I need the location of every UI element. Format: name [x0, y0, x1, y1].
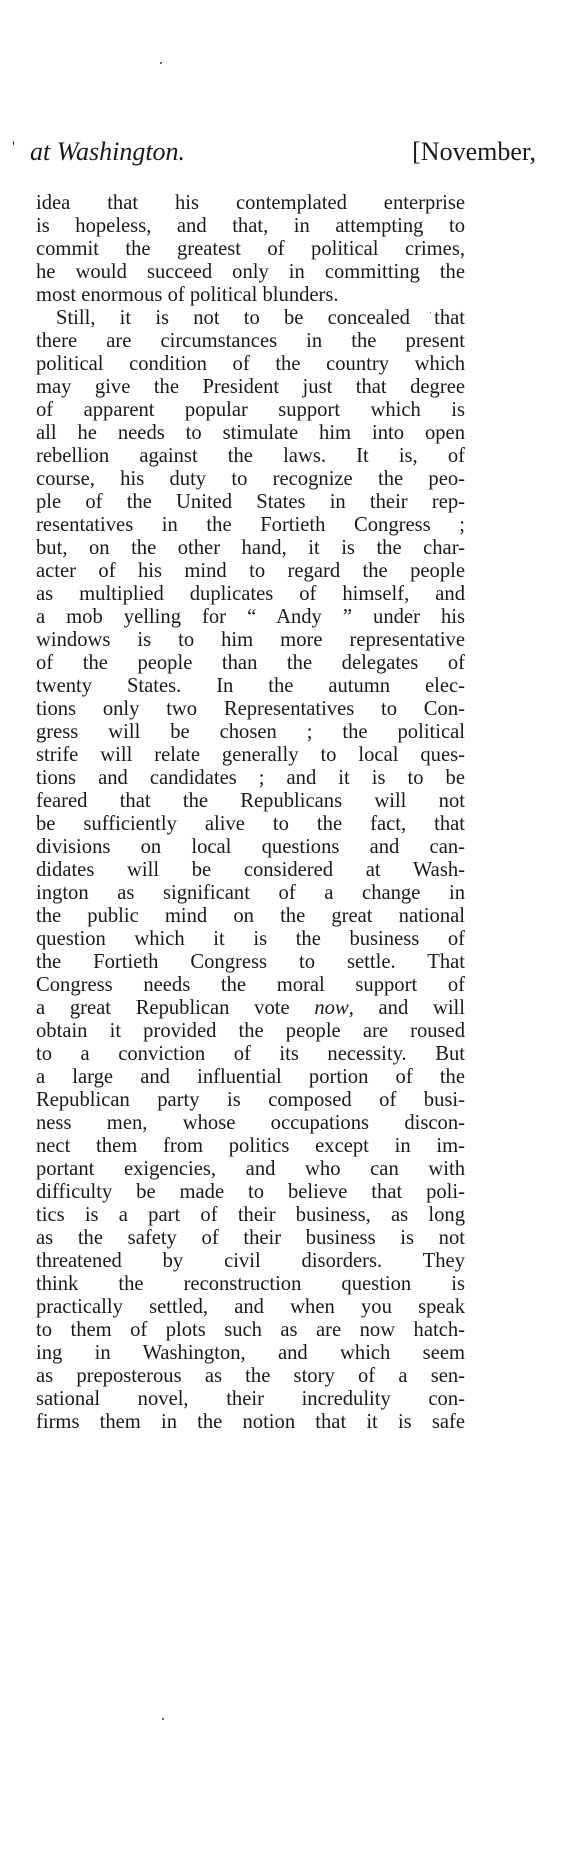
text-line: difficulty be made to believe that poli-	[36, 1181, 465, 1203]
text-line: nect them from politics except in im-	[36, 1135, 465, 1157]
text-line: he would succeed only in committing the	[36, 261, 465, 283]
text-line: may give the President just that degree	[36, 376, 465, 398]
text-line: tions and candidates ; and it is to be	[36, 767, 465, 789]
text-line: a mob yelling for “ Andy ” under his	[36, 606, 465, 628]
text-line: but, on the other hand, it is the char-	[36, 537, 465, 559]
ink-speck-top	[160, 62, 162, 64]
margin-tick: '	[12, 139, 15, 156]
text-line: Congress needs the moral support of	[36, 974, 465, 996]
text-line: as the safety of their business is not	[36, 1227, 465, 1249]
text-line: acter of his mind to regard the people	[36, 560, 465, 582]
text-line: practically settled, and when you speak	[36, 1296, 465, 1318]
text-line: portant exigencies, and who can with	[36, 1158, 465, 1180]
text-line: gress will be chosen ; the political	[36, 721, 465, 743]
text-line: ington as significant of a change in	[36, 882, 465, 904]
text-line: is hopeless, and that, in attempting to	[36, 215, 465, 237]
text-line: a great Republican vote now, and will	[36, 997, 465, 1019]
text-line: divisions on local questions and can-	[36, 836, 465, 858]
text-line: didates will be considered at Wash-	[36, 859, 465, 881]
text-line: to a conviction of its necessity. But	[36, 1043, 465, 1065]
text-line: Still, it is not to be concealed that	[56, 307, 465, 329]
text-line: of the people than the delegates of	[36, 652, 465, 674]
text-line: ing in Washington, and which seem	[36, 1342, 465, 1364]
text-line: Republican party is composed of busi-	[36, 1089, 465, 1111]
text-line: all he needs to stimulate him into open	[36, 422, 465, 444]
text-line: course, his duty to recognize the peo-	[36, 468, 465, 490]
text-line: of apparent popular support which is	[36, 399, 465, 421]
text-line: tics is a part of their business, as long	[36, 1204, 465, 1226]
text-line: as multiplied duplicates of himself, and	[36, 583, 465, 605]
text-line: be sufficiently alive to the fact, that	[36, 813, 465, 835]
article-body	[36, 192, 465, 1434]
text-line: the public mind on the great national	[36, 905, 465, 927]
text-line: the Fortieth Congress to settle. That	[36, 951, 465, 973]
text-line: strife will relate generally to local ques-	[36, 744, 465, 766]
text-line: idea that his contemplated enterprise	[36, 192, 465, 214]
ink-speck-bottom	[162, 1718, 164, 1720]
text-line: tions only two Representatives to Con-	[36, 698, 465, 720]
text-line: ness men, whose occupations discon-	[36, 1112, 465, 1134]
text-line: twenty States. In the autumn elec-	[36, 675, 465, 697]
text-line: a large and influential portion of the	[36, 1066, 465, 1088]
text-line: commit the greatest of political crimes,	[36, 238, 465, 260]
running-title: at Washington.	[30, 137, 186, 166]
text-line: think the reconstruction question is	[36, 1273, 465, 1295]
text-line: firms them in the notion that it is safe	[36, 1411, 465, 1433]
text-line: political condition of the country which	[36, 353, 465, 375]
text-line: obtain it provided the people are roused	[36, 1020, 465, 1042]
text-line: sational novel, their incredulity con-	[36, 1388, 465, 1410]
text-line: rebellion against the laws. It is, of	[36, 445, 465, 467]
text-line: threatened by civil disorders. They	[36, 1250, 465, 1272]
text-line: there are circumstances in the present	[36, 330, 465, 352]
emphasized-word: now	[314, 997, 349, 1019]
text-line: resentatives in the Fortieth Congress ;	[36, 514, 465, 536]
text-line: ple of the United States in their rep-	[36, 491, 465, 513]
text-line: to them of plots such as are now hatch-	[36, 1319, 465, 1341]
running-header	[12, 137, 542, 177]
text-line: windows is to him more representative	[36, 629, 465, 651]
text-line: most enormous of political blunders.	[36, 284, 339, 306]
header-date: [November,	[412, 137, 536, 166]
text-line: feared that the Republicans will not	[36, 790, 465, 812]
text-line: as preposterous as the story of a sen-	[36, 1365, 465, 1387]
text-line: question which it is the business of	[36, 928, 465, 950]
